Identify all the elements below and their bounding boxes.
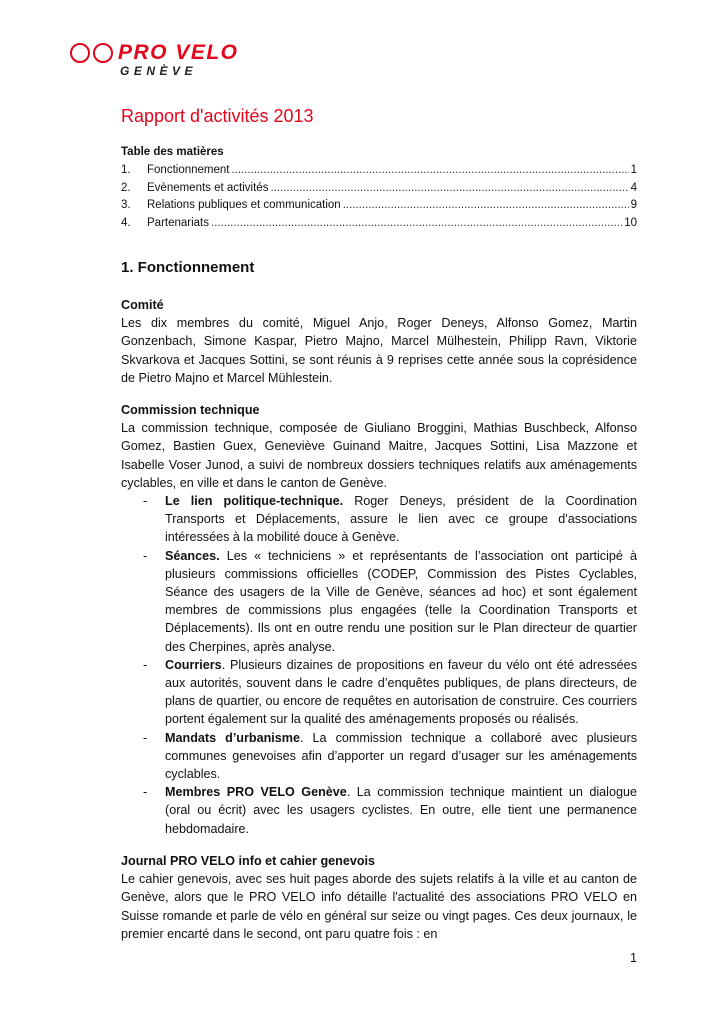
toc-entry-label: Fonctionnement — [147, 164, 230, 176]
dash-bullet-icon: - — [143, 785, 148, 800]
subsection-heading-commission: Commission technique — [121, 403, 260, 418]
bullet-text: Les « techniciens » et représentants de l’association ont participé à plusieurs commissions officielles (CODEP, Commission des Pistes Cyclables, Séance des usagers de la Ville de Genève, séances ad hoc) et sont également membres de commissions plus engagées (telle la Coordination Transports et Déplacements). Ils ont en outre rendu une position sur le Plan directeur de quartier des Cherpines, après analyse. — [165, 548, 637, 654]
pro-velo-logo — [70, 40, 250, 80]
toc-entry-number: 3. — [121, 199, 131, 211]
paragraph-commission: La commission technique, composée de Giuliano Broggini, Mathias Buschbeck, Alfonso Gomez, Bastien Guex, Geneviève Guinand Maitre, Jacques Sottini, Lisa Mazzone et Isabelle Voser Junod, a suivi de nombreux dossiers techniques relatifs aux aménagements cyclables, en ville et dans le canton de Genève. — [121, 421, 637, 490]
paragraph-comite: Les dix membres du comité, Miguel Anjo, Roger Deneys, Alfonso Gomez, Martin Gonzenbach, Simone Kaspar, Pietro Majno, Marcel Mülhestein, Philipp Ravn, Viktorie Skvarkova et Jacques Sottini, se sont réunis à 9 reprises cette année sous la coprésidence de Pietro Majno et Marcel Mühlestein. — [121, 316, 637, 385]
bullet-text: . La commission technique a collaboré avec plusieurs communes genevoises afin d’apporter un regard d’usager sur les aménagements cyclables. — [165, 730, 637, 782]
toc-entry[interactable] — [121, 162, 637, 180]
toc-entry-number: 4. — [121, 216, 131, 229]
toc-leader-dots — [270, 180, 628, 198]
bullet-text: . Plusieurs dizaines de propositions en faveur du vélo ont été adressées aux autorités, souvent dans le cadre d’enquêtes publiques, de plans directeurs, de plans de quartier, ou encore de requêtes en autorisation de construire. Ces courriers portent également sur la qualité des aménagements proposés ou réalisés. — [165, 657, 637, 727]
toc-entry[interactable] — [121, 197, 637, 215]
dash-bullet-icon: - — [143, 657, 148, 672]
table-of-contents — [121, 144, 637, 232]
list-item — [121, 547, 637, 656]
toc-leader-dots — [231, 162, 628, 180]
page-number: 1 — [629, 951, 637, 965]
bullet-lead: Séances. — [165, 548, 220, 563]
logo-name: PRO VELO — [118, 41, 239, 64]
toc-entry-page: 1 — [630, 164, 637, 176]
toc-entry[interactable] — [121, 215, 637, 233]
dash-bullet-icon: - — [143, 494, 148, 509]
toc-entry-label: Relations publiques et communication — [147, 199, 341, 211]
toc-entry-page: 4 — [630, 181, 637, 194]
subsection-heading-comite: Comité — [121, 298, 164, 312]
toc-entry-label: Evènements et activités — [147, 181, 269, 194]
logo-circle-right — [93, 43, 113, 63]
dash-bullet-icon: - — [143, 548, 148, 563]
document-body — [121, 104, 637, 957]
logo-circle-left — [70, 43, 90, 63]
bullet-lead: Membres PRO VELO Genève — [165, 785, 347, 800]
list-item — [121, 656, 637, 729]
bullet-lead: Mandats d’urbanisme — [165, 730, 301, 745]
toc-entry-number: 2. — [121, 181, 131, 194]
bullet-text: . La commission technique maintient un dialogue (oral ou écrit) avec les usagers cyclistes. En outre, elle tient une permanence hebdomadaire. — [165, 785, 637, 836]
page-title: Rapport d'activités 2013 — [121, 106, 314, 126]
subsection-heading-journal: Journal PRO VELO info et cahier genevois — [121, 853, 376, 868]
commission-bullet-list — [121, 492, 637, 838]
toc-leader-dots — [343, 197, 629, 215]
toc-entry-number: 1. — [121, 164, 131, 176]
list-item — [121, 783, 637, 838]
bullet-lead: Courriers — [165, 657, 222, 672]
toc-entry[interactable] — [121, 180, 637, 198]
logo-subtitle: GENÈVE — [120, 64, 198, 78]
list-item — [121, 729, 637, 784]
logo-circles-icon — [70, 43, 116, 68]
list-item — [121, 492, 637, 547]
paragraph-journal: Le cahier genevois, avec ses huit pages aborde des sujets relatifs à la ville et au canton de Genève, alors que le PRO VELO info détaille l'actualité des associations PRO VELO en Suisse romande et parle de vélo en général sur seize ou vingt pages. Ces deux journaux, le premier encarté dans le second, ont paru quatre fois : en — [121, 872, 637, 941]
toc-entry-page: 9 — [630, 199, 637, 211]
section-heading: 1. Fonctionnement — [121, 259, 255, 276]
toc-heading: Table des matières — [121, 146, 224, 158]
toc-entry-label: Partenariats — [147, 216, 210, 229]
toc-leader-dots — [211, 215, 622, 233]
dash-bullet-icon: - — [143, 730, 148, 745]
toc-entry-page: 10 — [624, 216, 637, 229]
bullet-lead: Le lien politique-technique. — [165, 494, 344, 509]
bullet-text: Roger Deneys, président de la Coordination Transports et Déplacements, assure le lien avec ce groupe d'associations intéressées à la mobilité douce à Genève. — [165, 494, 637, 545]
